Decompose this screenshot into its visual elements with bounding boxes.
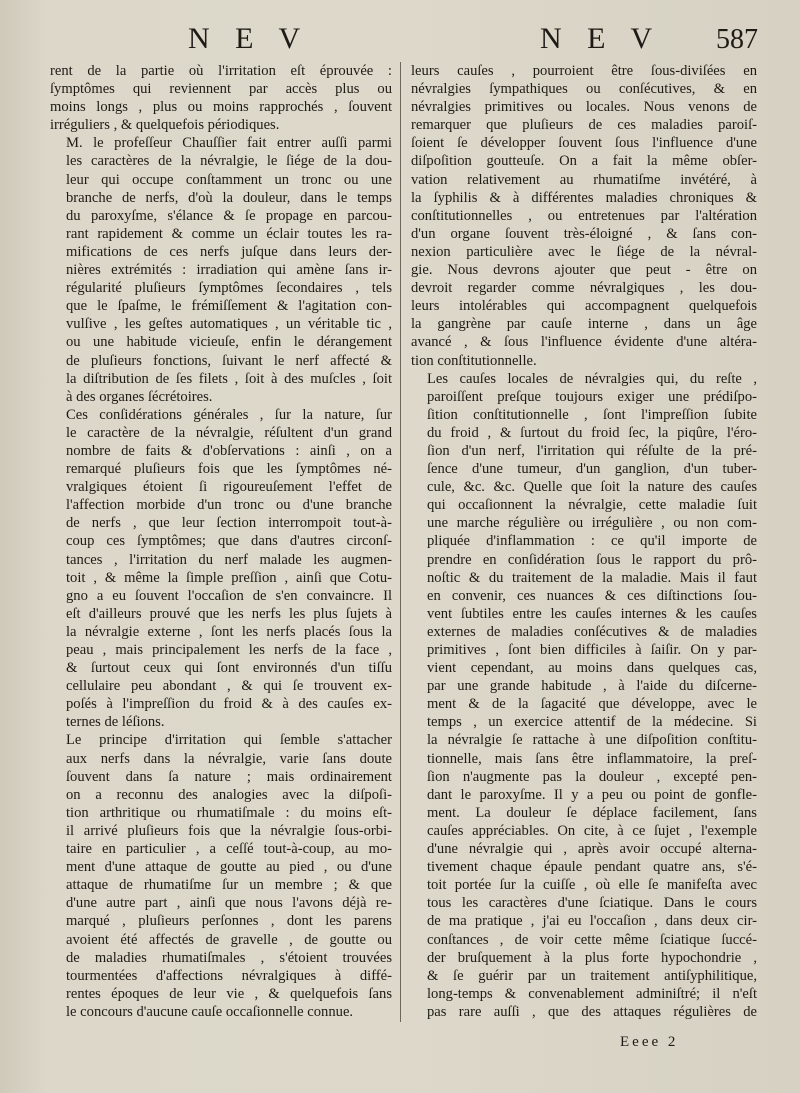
text-line: tion arthritique ou rhumatiſmale : du moins eſt-: [66, 804, 392, 821]
paragraph: [50, 406, 392, 732]
text-line: leurs cauſes , pourroient être ſous-diviſées en: [411, 63, 757, 79]
text-line: long-temps & convenablement adminiſtré; il n'eſt: [427, 985, 757, 1002]
text-line: la névralgie externe , ſont les nerfs placés ſous la: [66, 623, 392, 640]
text-line: vent ſubtiles entre les cauſes internes & les cauſes: [427, 605, 757, 622]
text-line: leur qui occupe conſtamment un tronc ou une: [66, 171, 392, 188]
text-line: cellulaire peu abondant , & qui ſe trouvent ex-: [66, 678, 392, 695]
paragraph: [411, 62, 757, 370]
text-line: devroit regarder comme névralgiques , les dou-: [411, 280, 757, 297]
text-line: de maladies rhumatiſmales , s'étoient trouvées: [66, 949, 392, 966]
text-line: coup ces ſymptômes; que dans d'autres circonſ-: [66, 533, 392, 550]
text-line: du paroxyſme, s'élance & ſe propage en parcou-: [66, 207, 392, 224]
text-line: qui occaſionnent la névralgie, cette maladie ſuit: [427, 497, 757, 514]
text-line: pliquée d'inflammation : ce qu'il importe de: [427, 533, 757, 550]
paragraph: [411, 370, 757, 1022]
text-line: tances , l'irritation du nerf malade les augmen-: [66, 551, 392, 568]
text-line: toit portée ſur la cuiſſe , où elle ſe manifeſta avec: [427, 877, 757, 894]
text-line: & ſe guérir par un traitement antiſyphilitique,: [427, 967, 757, 984]
text-line: avoient été affectés de gravelle , de goutte ou: [66, 931, 392, 948]
text-line: nières extrémités : irradiation qui amène ſans ir-: [66, 262, 392, 279]
text-line: ſymptômes qui reviennent par accès plus ou: [50, 81, 392, 98]
text-line: mifications de ces nerfs juſque dans leurs der-: [66, 243, 392, 260]
text-line: d'un organe ſouvent très-éloigné , & ſans con-: [411, 225, 757, 242]
text-line: ment d'une attaque de goutte au pied , ou d'une: [66, 859, 392, 876]
text-line: l'affection morbide d'un tronc ou d'une branche: [66, 497, 392, 514]
text-line: gno a eu ſouvent l'occaſion de s'en convaincre. Il: [66, 587, 392, 604]
text-line: la névralgie ſe rattache à une diſpoſition conſtitu-: [427, 732, 757, 749]
text-line: attaque de rhumatiſme ſur un membre ; & que: [66, 877, 392, 894]
text-line: vralgiques étoient ſi rigoureuſement l'effet de: [66, 479, 392, 496]
text-line: cauſes appréciables. On cite, à ce ſujet , l'exemple: [427, 822, 757, 839]
text-line: cule, &c. &c. Quelle que ſoit la nature des cauſes: [427, 479, 757, 496]
text-line: toit , & même la ſimple preſſion , ainſi que Cotu-: [66, 569, 392, 586]
text-line: M. le profeſſeur Chauſſier fait entrer auſſi parmi: [66, 135, 392, 152]
text-line: vulſive , les geſtes automatiques , un véritable tic ,: [66, 316, 392, 333]
left-text-column: [50, 62, 392, 1022]
text-line: ternes de léſions.: [66, 714, 165, 731]
text-line: pas rare auſſi , que des attaques régulières de: [427, 1003, 757, 1020]
text-line: ſence d'une tumeur, d'un ganglion, d'un tuber-: [427, 461, 757, 478]
text-line: la gangrène par cauſe interne , dans un âge: [411, 316, 757, 333]
text-line: d'une névralgie qui , après avoir occupé alterna-: [427, 841, 757, 858]
text-line: poſés à l'impreſſion du froid & à des cauſes ex-: [66, 696, 392, 713]
text-line: rent de la partie où l'irritation eſt éprouvée :: [50, 63, 392, 79]
text-line: dant le paroxyſme. Il y a peu ou point de gonfle-: [427, 786, 757, 803]
text-line: externes de maladies conſécutives & de maladies: [427, 623, 757, 640]
text-line: Ces conſidérations générales , ſur la nature, ſur: [66, 406, 392, 423]
text-line: la ſyphilis & à différentes maladies chroniques &: [411, 189, 757, 206]
text-line: en convenir, ces nuances & ces diſtinctions ſou-: [427, 587, 757, 604]
text-line: la diſtribution de ſes filets , ſoit à des muſcles , ſoit: [66, 370, 392, 387]
text-line: tionnelle, mais ſans être inflammatoire, la preſ-: [427, 750, 757, 767]
text-line: [50, 1021, 392, 1022]
text-line: régularité pluſieurs ſymptômes ſecondaires , tels: [66, 280, 392, 297]
text-line: Le principe d'irritation qui ſemble s'attacher: [66, 732, 392, 749]
text-line: de pluſieurs fonctions, ſuivant le nerf affecté &: [66, 352, 392, 369]
text-line: [411, 1021, 757, 1022]
text-line: le concours d'aucune cauſe occaſionnelle connue.: [66, 1003, 354, 1020]
text-line: branche de nerfs, d'où la douleur, dans le temps: [66, 189, 392, 206]
text-line: leurs intolérables qui accompagnent quelquefois: [411, 298, 757, 315]
text-line: ou une habitude vicieuſe, enfin le dérangement: [66, 334, 392, 351]
text-line: taire en particulier , a ceſſé tout-à-coup, au mo-: [66, 841, 392, 858]
text-line: ment. La douleur ſe déplace facilement, ſans: [427, 804, 757, 821]
text-line: conſtitutionnelles , ou entretenues par l'altération: [411, 207, 757, 224]
text-line: nexion particulière avec le ſiége de la névral-: [411, 243, 757, 260]
text-line: remarquer que pluſieurs de ces maladies paroiſ-: [411, 117, 757, 134]
paragraph: [50, 62, 392, 134]
text-line: der bruſquement à la plus forte hypochondrie ,: [427, 949, 757, 966]
text-line: prendre en conſidération ſous le rapport du prô-: [427, 551, 757, 568]
text-line: vation relativement au rhumatiſme invétéré, à: [411, 171, 757, 188]
text-line: irréguliers , & quelquefois périodiques.: [50, 117, 280, 134]
text-line: de ma pratique , j'ai eu l'occaſion , dans deux cir-: [427, 913, 757, 930]
text-line: conſtances , de voir cette même ſciatique ſuccé-: [427, 931, 757, 948]
text-line: par une grande habitude , à l'aide du diſcerne-: [427, 678, 757, 695]
header-left-title: N E V: [188, 22, 310, 55]
running-header: [0, 22, 800, 62]
text-line: que le ſpaſme, le frémiſſement & l'agitation con-: [66, 298, 392, 315]
right-text-column: [411, 62, 757, 1022]
text-line: une marche régulière ou irrégulière , ou non com-: [427, 515, 757, 532]
text-line: ſoient ſe développer ſouvent ſous l'influence d'une: [411, 135, 757, 152]
text-line: nombre de faits & d'obſervations : ainſi , on a: [66, 442, 392, 459]
text-line: temps , un exercice attentif de la médecine. Si: [427, 714, 757, 731]
text-line: névralgies primitives ou locales. Nous venons de: [411, 99, 757, 116]
text-line: tivement chaque épaule pendant quatre ans, s'é-: [427, 859, 757, 876]
text-line: primitives , ſont bien difficiles à ſaiſir. On y par-: [427, 642, 757, 658]
signature-mark: Eeee 2: [620, 1034, 679, 1050]
text-line: ſition conſtitutionnelle , ſont l'impreſſion ſubite: [427, 406, 757, 423]
text-line: névralgies ſympathiques ou conſécutives, & en: [411, 81, 757, 98]
text-line: gie. Nous devrons ajouter que peut - être on: [411, 262, 757, 279]
text-line: à des organes ſécrétoires.: [66, 388, 213, 405]
text-line: aux nerfs dans la névralgie, varie ſans doute: [66, 750, 392, 767]
text-line: d'une autre part , ainſi que nous l'avons déjà re-: [66, 895, 392, 912]
text-line: vient cependant, au moins dans quelques cas,: [427, 660, 757, 677]
text-line: eſt d'ailleurs prouvé que les nerfs les plus ſujets à: [66, 605, 392, 622]
text-line: tion conſtitutionnelle.: [411, 352, 537, 369]
text-line: de nerfs , que leur ſection interrompoit tout-à-: [66, 515, 392, 532]
text-line: tous les caractères d'une ſciatique. Dans le cours: [427, 895, 757, 912]
paragraph: [50, 731, 392, 1021]
text-line: le caractère de la névralgie, réſultent d'un grand: [66, 424, 392, 441]
text-line: on a reconnu des analogies avec la diſpoſi-: [66, 786, 392, 803]
text-line: avancé , & ſous l'influence évidente d'une altéra-: [411, 334, 757, 351]
text-line: ment & de la ſagacité que développe, avec le: [427, 696, 757, 713]
text-line: paroiſſent preſque toujours exiger une prédiſpo-: [427, 388, 757, 405]
text-line: il arrivé pluſieurs fois que la névralgie ſous-orbi-: [66, 822, 392, 839]
text-line: Les cauſes locales de névralgies qui, du reſte ,: [427, 370, 757, 387]
page-number: 587: [716, 24, 758, 55]
text-line: du froid , & ſurtout du froid ſec, la piqûre, l'éro-: [427, 424, 757, 441]
text-line: tourmentées d'affections névralgiques à diffé-: [66, 967, 392, 984]
text-line: rentes époques de leur vie , & quelquefois ſans: [66, 985, 392, 1002]
text-line: ſion n'augmente pas la douleur , excepté pen-: [427, 768, 757, 785]
text-line: noſtic & du traitement de la maladie. Mais il faut: [427, 569, 757, 586]
text-line: remarqué pluſieurs fois que les ſymptômes né-: [66, 461, 392, 478]
header-right-title: N E V: [540, 22, 662, 55]
paragraph: [50, 134, 392, 405]
text-line: peau , mais principalement les nerfs de la face ,: [66, 642, 392, 658]
column-divider: [400, 62, 401, 1022]
paragraph: [50, 1021, 392, 1022]
text-line: marqué , pluſieurs perſonnes , dont les parens: [66, 913, 392, 930]
text-line: & ſurtout ceux qui ſont environnés d'un tiſſu: [66, 660, 392, 677]
text-line: diſpoſition goutteuſe. On a fait la même obſer-: [411, 153, 757, 170]
text-line: ſion d'un nerf, l'irritation qui réſulte de la pré-: [427, 442, 757, 459]
text-line: ſouvent dans ſa nature ; mais ordinairement: [66, 768, 392, 785]
text-line: les caractères de la névralgie, le ſiége de la dou-: [66, 153, 392, 170]
text-line: rant rapidement & comme un éclair toutes les ra-: [66, 225, 392, 242]
text-line: moins longs , plus ou moins rapprochés , ſouvent: [50, 99, 392, 116]
